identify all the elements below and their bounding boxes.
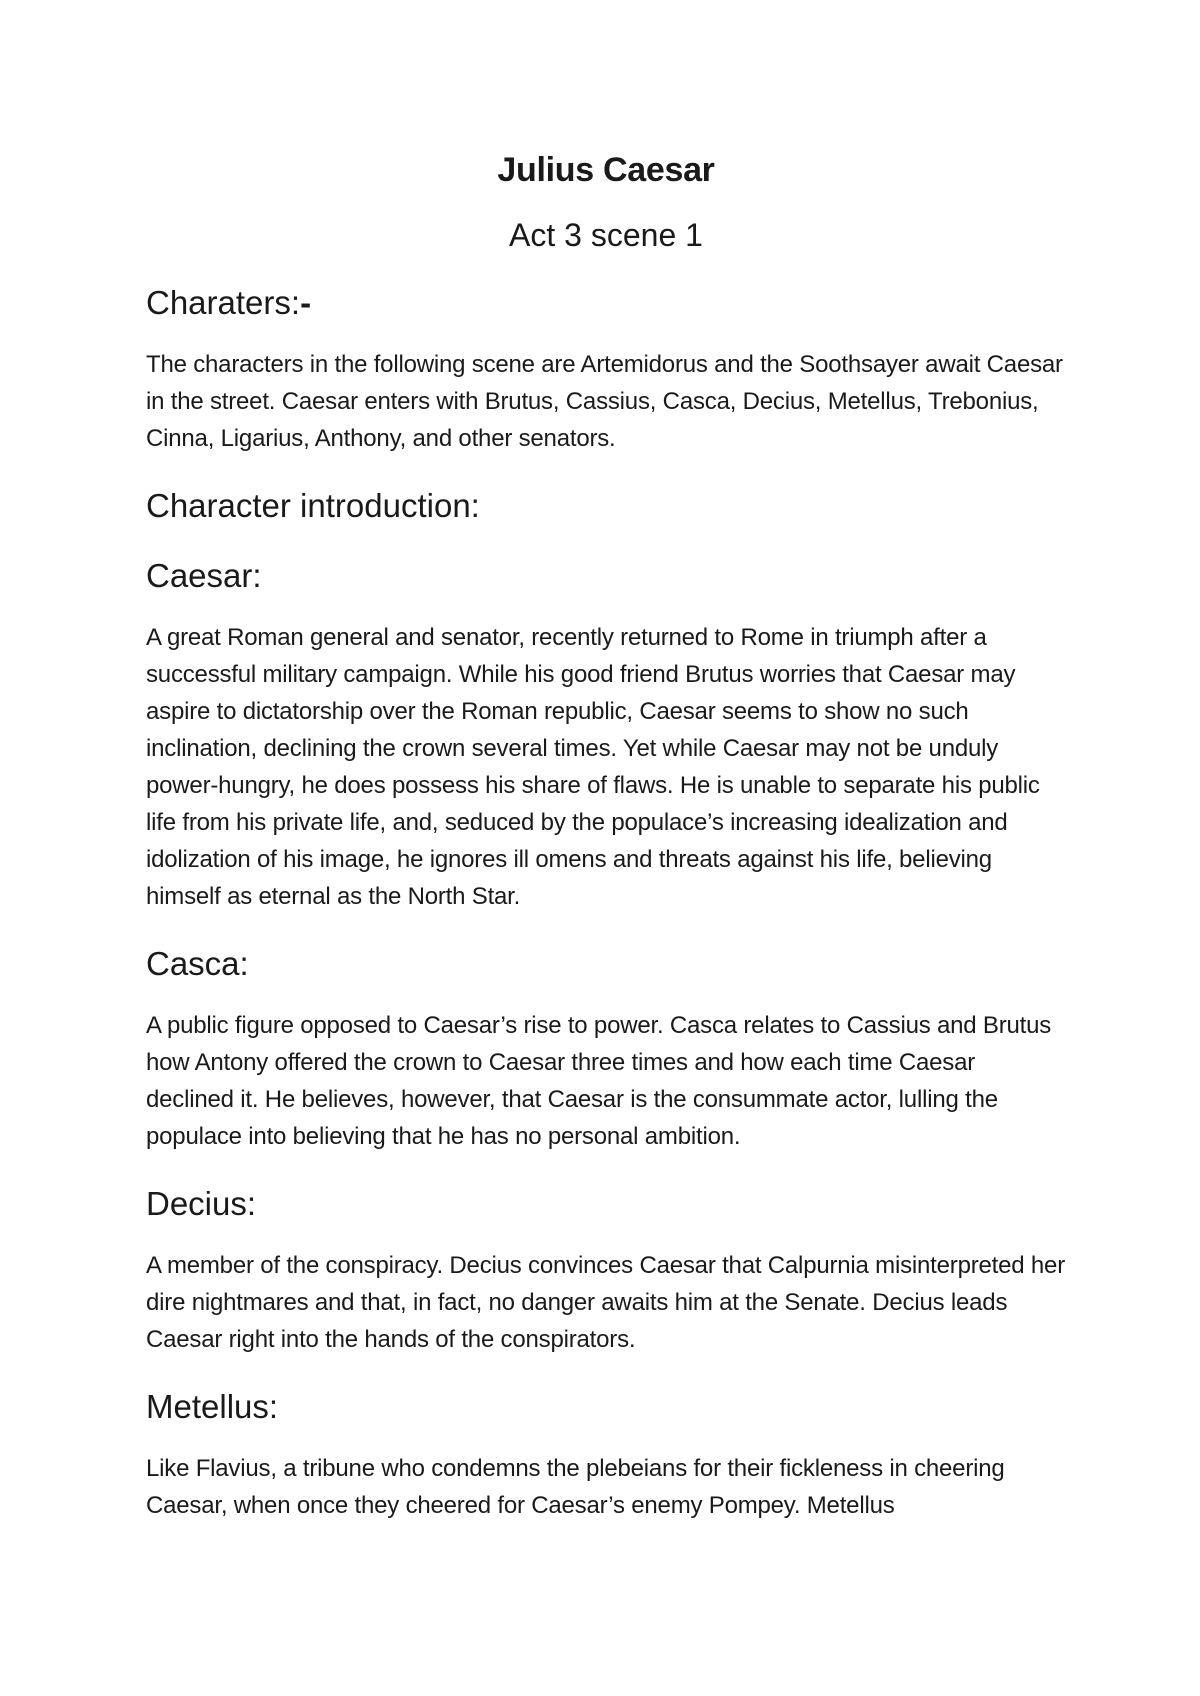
caesar-paragraph: A great Roman general and senator, recently returned to Rome in triumph after a successful military campaign. While his good friend Brutus worries that Caesar may aspire to dictatorship over the Roman republic, Caesar seems to show no such inclination, declining the crown several times. Yet while Caesar may not be unduly power-hungry, he does possess his share of flaws. He is unable to separate his public life from his private life, and, seduced by the populace’s increasing idealization and idolization of his image, he ignores ill omens and threats against his life, believing himself as eternal as the North Star. [146, 624, 1040, 910]
decius-paragraph: A member of the conspiracy. Decius convinces Caesar that Calpurnia misinterpreted her dire nightmares and that, in fact, no danger awaits him at the Senate. Decius leads Caesar right into the hands of the conspirators. [146, 1252, 1065, 1353]
document-title: Julius Caesar [497, 151, 715, 189]
caesar-heading: Caesar: [146, 557, 262, 594]
characters-heading-dash: - [300, 284, 312, 321]
metellus-paragraph: Like Flavius, a tribune who condemns the plebeians for their fickleness in cheering Caesar, when once they cheered for Caesar’s enemy Pompey. Metellus [146, 1455, 1005, 1519]
characters-heading [146, 282, 1066, 324]
character-introduction-heading: Character introduction: [146, 487, 480, 524]
characters-paragraph: The characters in the following scene are Artemidorus and the Soothsayer await Caesar in the street. Caesar enters with Brutus, Cassius, Casca, Decius, Metellus, Trebonius, Cinna, Ligarius, Anthony, and other senators. [146, 351, 1063, 452]
document-content [146, 148, 1066, 1524]
casca-paragraph: A public figure opposed to Caesar’s rise to power. Casca relates to Cassius and Brutus how Antony offered the crown to Caesar three times and how each time Caesar declined it. He believes, however, that Caesar is the consummate actor, lulling the populace into believing that he has no personal ambition. [146, 1012, 1052, 1150]
metellus-heading: Metellus: [146, 1388, 279, 1425]
characters-heading-text: Charaters: [146, 284, 301, 321]
decius-heading: Decius: [146, 1185, 257, 1222]
document-subtitle: Act 3 scene 1 [509, 217, 703, 253]
casca-heading: Casca: [146, 945, 249, 982]
